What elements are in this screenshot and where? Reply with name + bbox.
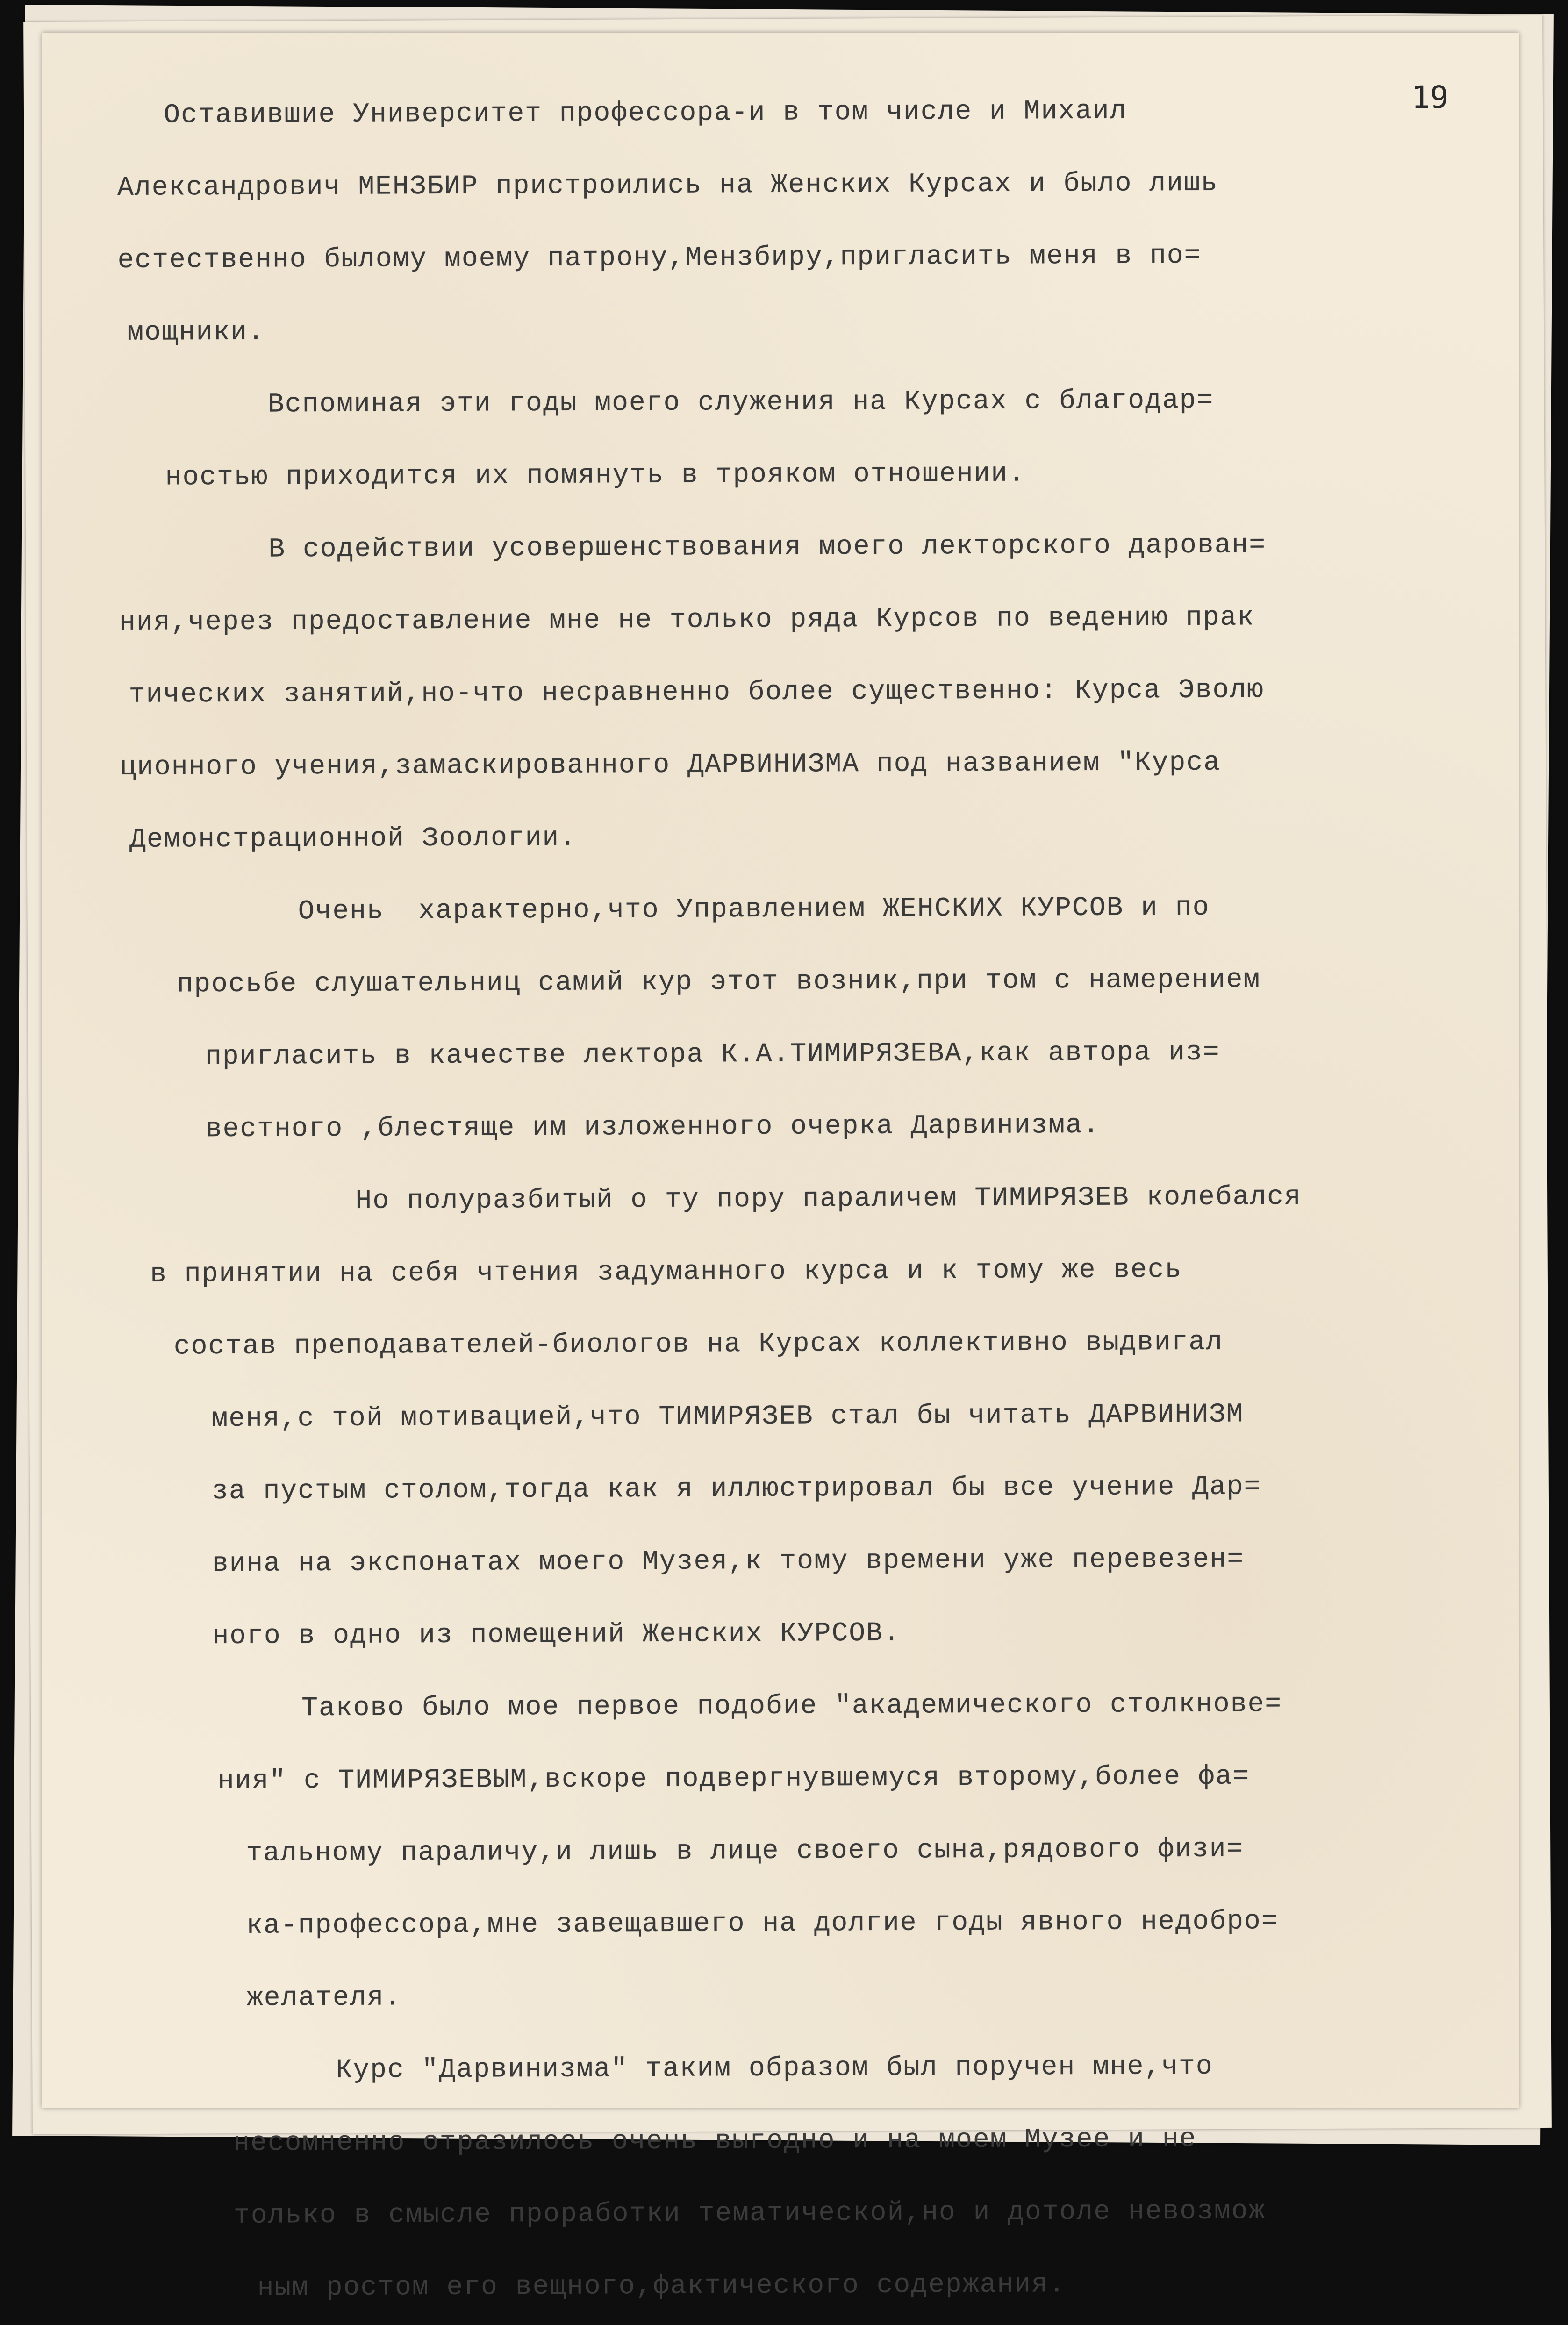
text-line: ным ростом его вещного,фактического содержания. bbox=[257, 2269, 1066, 2304]
text-line: ния,через предоставление мне не только ряда Курсов по ведению прак bbox=[119, 602, 1255, 638]
page-number: 19 bbox=[1411, 79, 1449, 115]
text-line: пригласить в качестве лектора К.А.ТИМИРЯЗЕВА,как автора из= bbox=[205, 1037, 1220, 1073]
text-line: Вспоминая эти годы моего служения на Курсах с благодар= bbox=[267, 385, 1214, 420]
text-line: ного в одно из помещений Женских КУРСОВ. bbox=[212, 1618, 901, 1652]
text-line: вестного ,блестяще им изложенного очерка Дарвинизма. bbox=[205, 1110, 1100, 1145]
text-line: вина на экспонатах моего Музея,к тому времени уже перевезен= bbox=[212, 1544, 1245, 1580]
text-line: состав преподавателей-биологов на Курсах коллективно выдвигал bbox=[173, 1327, 1224, 1362]
text-line: ния" с ТИМИРЯЗЕВЫМ,вскоре подвергнувшемуся второму,более фа= bbox=[217, 1761, 1250, 1797]
text-line: ностью приходится их помянуть в трояком отношении. bbox=[165, 458, 1026, 493]
text-line: тальному параличу,и лишь в лице своего сына,рядового физи= bbox=[246, 1834, 1244, 1869]
text-line: Демонстрационной Зоологии. bbox=[129, 823, 577, 855]
text-line: Таково было мое первое подобие "академического столкнове= bbox=[301, 1689, 1282, 1724]
text-line: ционного учения,замаскированного ДАРВИНИЗМА под названием "Курса bbox=[120, 747, 1221, 783]
text-line: Александрович МЕНЗБИР пристроились на Женских Курсах и было лишь bbox=[117, 168, 1218, 203]
text-line: просьбе слушательниц самий кур этот возник,при том с намерением bbox=[177, 965, 1261, 1000]
text-line: Курс "Дарвинизма" таким образом был поручен мне,что bbox=[336, 2051, 1213, 2086]
text-line: в принятии на себя чтения задуманного курса и к тому же весь bbox=[150, 1255, 1182, 1290]
text-line: ка-профессора,мне завещавшего на долгие годы явного недобро= bbox=[246, 1906, 1279, 1941]
text-line: В содействии усовершенствования моего лекторского дарован= bbox=[268, 530, 1267, 565]
text-line: несомненно отразилось очень выгодно и на моем Музее и не bbox=[233, 2124, 1197, 2159]
text-line: мощники. bbox=[127, 317, 265, 348]
text-line: естественно былому моему патрону,Мензбиру,пригласить меня в по= bbox=[117, 240, 1202, 276]
text-line: Очень характерно,что Управлением ЖЕНСКИХ КУРСОВ и по bbox=[298, 892, 1210, 927]
text-line: за пустым столом,тогда как я иллюстрировал бы все учение Дар= bbox=[212, 1472, 1261, 1507]
text-line: тических занятий,но-что несравненно более существенно: Курса Эволю bbox=[129, 675, 1265, 710]
text-line: только в смысле проработки тематической,но и дотоле невозмож bbox=[233, 2196, 1266, 2231]
text-line: Но полуразбитый о ту пору параличем ТИМИРЯЗЕВ колебался bbox=[355, 1181, 1302, 1216]
text-line: Оставившие Университет профессора-и в том числе и Михаил bbox=[164, 96, 1127, 131]
text-line: меня,с той мотивацией,что ТИМИРЯЗЕВ стал бы читать ДАРВИНИЗМ bbox=[211, 1399, 1244, 1435]
text-line: желателя. bbox=[246, 1982, 402, 2014]
body-text bbox=[117, 73, 1505, 2325]
